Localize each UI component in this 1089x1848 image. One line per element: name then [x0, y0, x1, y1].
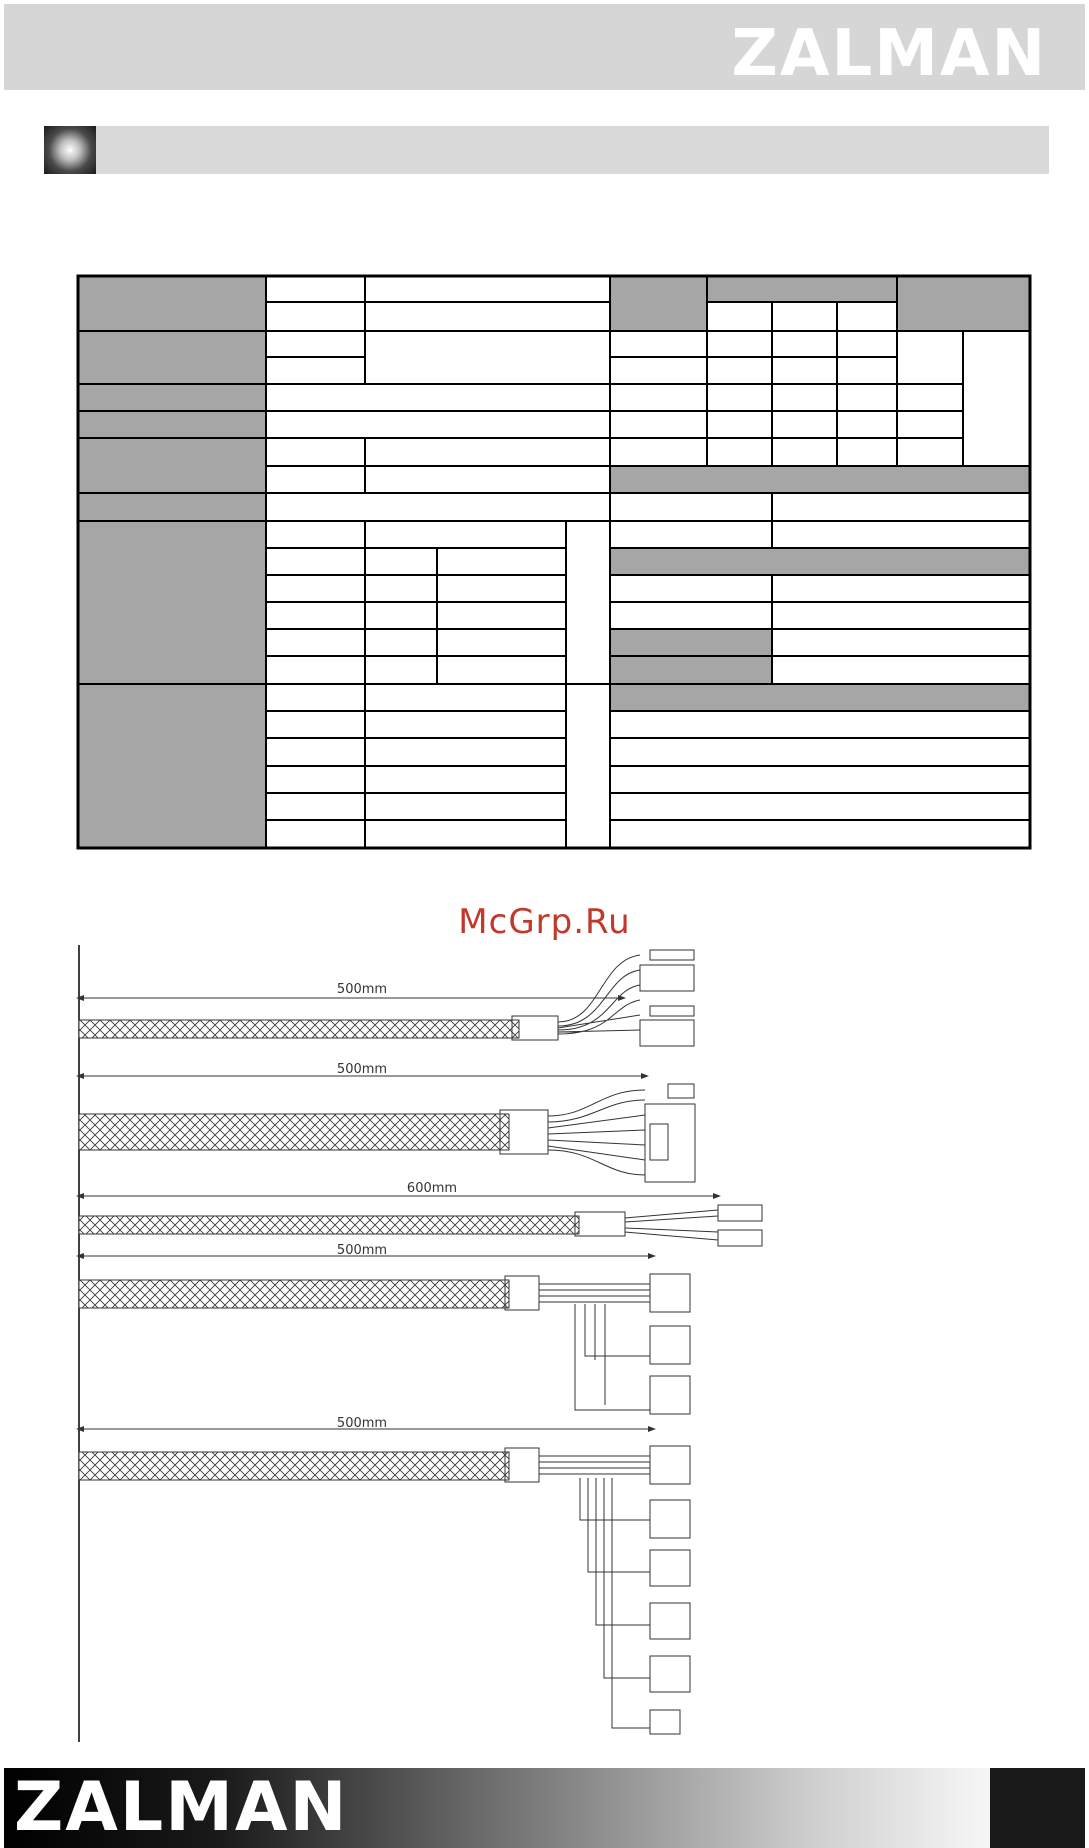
cpu-cable-length: 600mm — [406, 1181, 458, 1196]
footer-page-block — [990, 1768, 1085, 1848]
pcie-cable — [79, 950, 694, 1046]
footer-brand-logo: ZALMAN — [14, 1768, 349, 1847]
main-24pin-cable-length: 500mm — [336, 1062, 388, 1077]
cable-diagram — [0, 940, 1089, 1760]
watermark-text: McGrp.Ru — [458, 902, 631, 942]
sata-cable — [79, 1256, 690, 1414]
peripheral-cable-length: 500mm — [336, 1416, 388, 1431]
pcie-cable-length: 500mm — [336, 982, 388, 997]
main-24pin-cable — [79, 1076, 695, 1182]
spec-table — [0, 0, 1089, 900]
cpu-cable — [79, 1196, 762, 1246]
peripheral-cable — [79, 1429, 690, 1734]
sata-cable-length: 500mm — [336, 1243, 388, 1258]
brand-logo: ZALMAN — [731, 17, 1047, 91]
